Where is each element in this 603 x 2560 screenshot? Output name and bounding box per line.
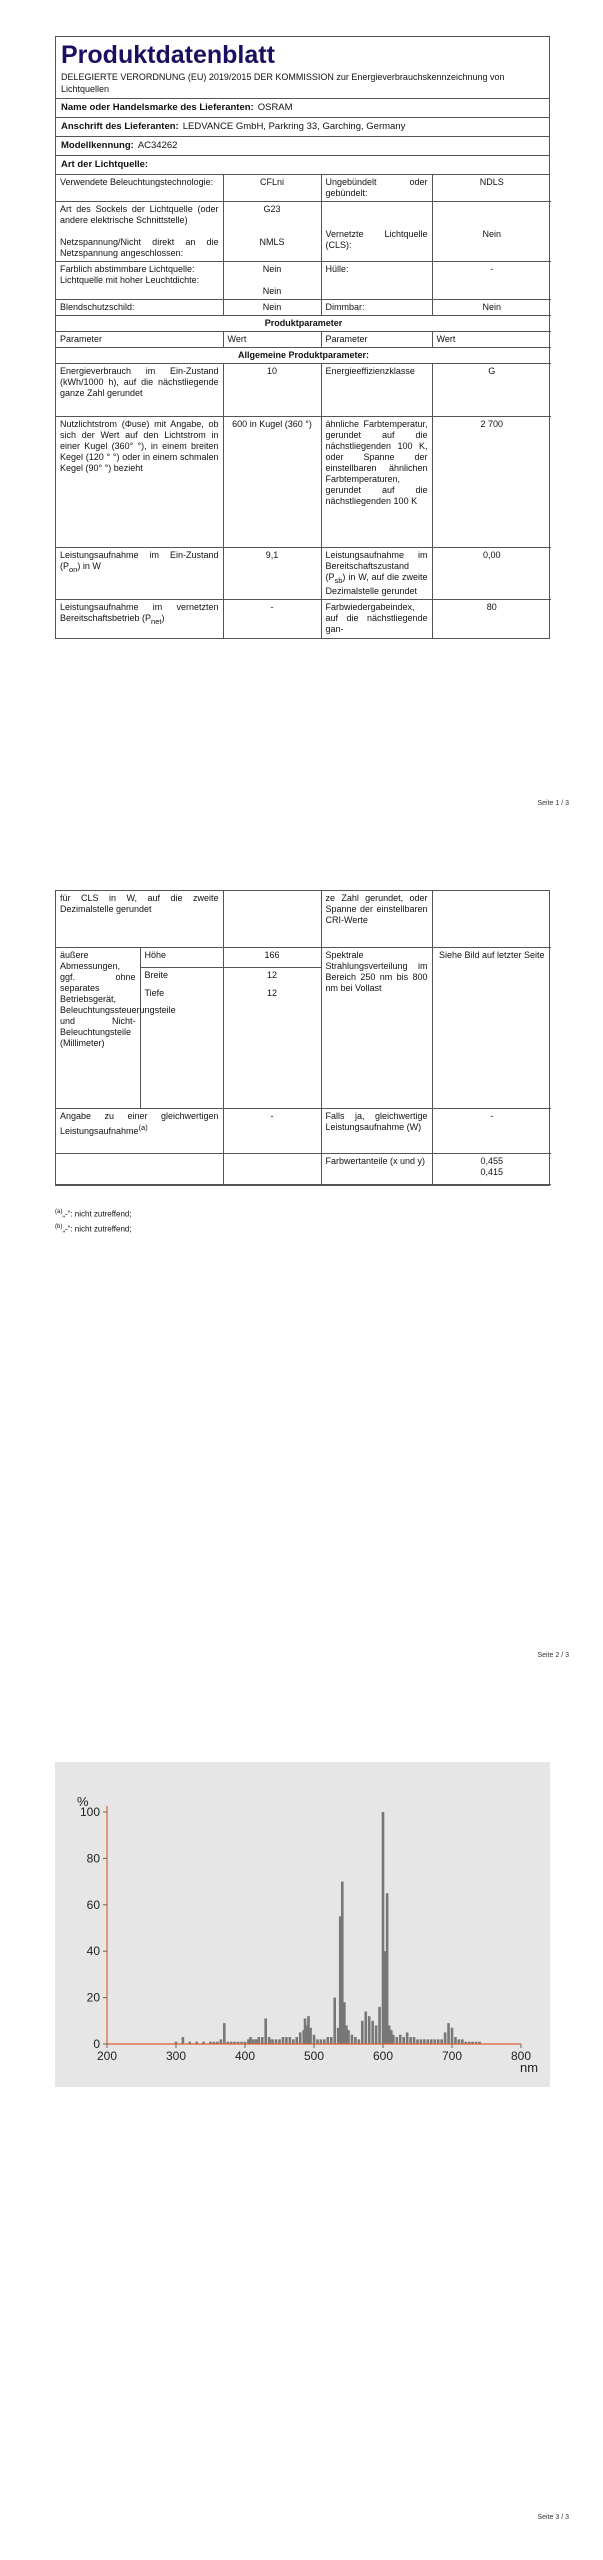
spectrum-bar — [351, 2035, 354, 2044]
equivalent-power-w-value: - — [432, 1109, 551, 1154]
spectrum-bar — [269, 2039, 272, 2044]
spectrum-bar — [416, 2039, 419, 2044]
model-value: AC34262 — [137, 140, 178, 151]
title-block — [56, 37, 549, 99]
param-value: G — [432, 364, 551, 417]
socket-label: Art des Sockels der Lichtquelle (oder andere elektrische Schnittstelle) — [60, 204, 219, 225]
table-row — [56, 364, 551, 417]
spectrum-bar — [396, 2037, 399, 2044]
spectrum-bar — [433, 2039, 436, 2044]
spectrum-bar — [258, 2037, 261, 2044]
spectrum-bar — [430, 2039, 433, 2044]
spectrum-bar — [399, 2035, 402, 2044]
on-power-label: Leistungsaufnahme im Ein-Zustand (P — [60, 550, 219, 571]
datasheet-frame-continued — [55, 890, 550, 1186]
general-params-heading: Allgemeine Produktparameter: — [56, 348, 551, 364]
param-label: Ungebündelt oder gebündelt: — [321, 175, 432, 202]
spectrum-bar — [223, 2023, 226, 2044]
spectrum-bar — [364, 2012, 367, 2044]
param-value: CFLni — [223, 175, 321, 202]
spectrum-bar — [316, 2039, 319, 2044]
spectrum-bar — [458, 2039, 461, 2044]
page-2 — [0, 840, 603, 1696]
net-standby-tail: ) — [161, 612, 165, 623]
table-row — [56, 548, 551, 600]
supplier-label: Name oder Handelsmarke des Lieferanten: — [61, 102, 254, 113]
chart-axes — [107, 1806, 521, 2044]
standby-label: Leistungsaufnahme im Bereitschaftszustand (P — [325, 550, 428, 582]
param-value: 2 700 — [432, 417, 551, 548]
col-header-value: Wert — [223, 332, 321, 348]
spectrum-bar — [330, 2037, 333, 2044]
table-row — [56, 348, 551, 364]
dim-name: Höhe — [140, 948, 223, 968]
y-tick-label: 80 — [86, 1851, 100, 1866]
col-header-param: Parameter — [321, 332, 432, 348]
spectrum-bar — [358, 2039, 361, 2044]
equivalent-power-label — [56, 1109, 223, 1154]
type-table — [56, 175, 551, 638]
table-row — [56, 300, 551, 316]
chromaticity-y: 0,415 — [480, 1167, 504, 1177]
param-value: - — [223, 599, 321, 638]
spectrum-bar — [375, 2025, 378, 2044]
spectrum-bar — [392, 2035, 395, 2044]
footnote-a — [55, 1206, 132, 1221]
spectrum-bar — [420, 2039, 423, 2044]
param-value — [432, 891, 551, 948]
spectrum-bar — [220, 2039, 223, 2044]
table-row — [56, 175, 551, 202]
spectrum-bar — [182, 2037, 185, 2044]
high-luminance-label: Lichtquelle mit hoher Leuchtdichte: — [60, 275, 200, 285]
spectrum-bar — [255, 2039, 258, 2044]
x-tick-label: 200 — [96, 2049, 118, 2063]
mains-value: NMLS — [259, 237, 285, 247]
spectrum-bar — [354, 2037, 357, 2044]
chromaticity-value — [432, 1154, 551, 1185]
param-label: Verwendete Beleuchtungstechnologie: — [56, 175, 223, 202]
col-header-value: Wert — [432, 332, 551, 348]
light-source-type-label: Art der Lichtquelle: — [61, 159, 149, 170]
empty-cell — [56, 1154, 223, 1185]
supplier-value: OSRAM — [257, 102, 293, 113]
spectrum-bar — [249, 2037, 252, 2044]
equivalent-power-w-label: Falls ja, gleichwertige Leistungsaufnahme (W) — [321, 1109, 432, 1154]
param-label — [56, 262, 223, 300]
param-label — [56, 548, 223, 600]
spectrum-bar — [386, 1893, 389, 2044]
spectrum-bar — [427, 2039, 430, 2044]
spectrum-bar — [406, 2032, 409, 2044]
socket-value: G23 — [263, 204, 281, 214]
regulation-subtitle: DELEGIERTE VERORDNUNG (EU) 2019/2015 DER KOMMISSION zur Energieverbrauchskennzeichnung von Lichtquellen — [61, 72, 505, 94]
page-number: Seite 3 / 3 — [537, 2514, 569, 2521]
param-value: 600 in Kugel (360 °) — [223, 417, 321, 548]
spectrum-bar — [451, 2028, 454, 2044]
table-row — [56, 1154, 551, 1185]
param-label: für CLS in W, auf die zweite Dezimalstelle gerundet — [56, 891, 223, 948]
dim-name: Tiefe — [140, 986, 223, 1109]
spectrum-bar — [261, 2037, 264, 2044]
y-tick-label: 100 — [79, 1805, 100, 1819]
address-row — [56, 118, 549, 137]
spectrum-bar — [423, 2039, 426, 2044]
x-tick-label: 800 — [510, 2049, 532, 2063]
y-tick-label: 60 — [86, 1897, 100, 1912]
param-value — [223, 891, 321, 948]
spectrum-bar — [299, 2032, 302, 2044]
spectrum-bar — [285, 2037, 288, 2044]
footnotes — [55, 1206, 132, 1235]
equivalent-power-value: - — [223, 1109, 321, 1154]
dim-value: 166 — [223, 948, 321, 968]
standby-sub: sb — [334, 575, 343, 585]
param-value: 0,00 — [432, 548, 551, 600]
spectral-chart — [55, 1762, 550, 2087]
model-label: Modellkennung: — [61, 140, 134, 151]
spectrum-bar — [447, 2023, 450, 2044]
param-label: Hülle: — [321, 262, 432, 300]
table-row — [56, 948, 551, 968]
equivalent-power-text: Angabe zu einer gleichwertigen Leistungsaufnahme — [60, 1111, 219, 1136]
footnote-b — [55, 1221, 132, 1236]
table-row — [56, 202, 551, 262]
spectrum-bar — [313, 2035, 316, 2044]
on-power-tail: ) in W — [77, 561, 101, 571]
high-luminance-value: Nein — [262, 286, 282, 296]
table-row — [56, 891, 551, 948]
spectrum-bar — [327, 2037, 330, 2044]
param-label: Blendschutzschild: — [56, 300, 223, 316]
param-label: Farbwiedergabeindex, auf die nächstliegende gan- — [321, 599, 432, 638]
param-label: Nutzlichtstrom (Φuse) mit Angabe, ob sich der Wert auf den Lichtstrom in einer Kugel (360° °), in einem breiten Kegel (120 ° °) oder in einem schmalen Kegel (90° °) bezieht — [56, 417, 223, 548]
model-row — [56, 137, 549, 156]
spectral-label: Spektrale Strahlungsverteilung im Bereich 250 nm bis 800 nm bei Vollast — [321, 948, 432, 1109]
chromaticity-x: 0,455 — [480, 1156, 504, 1166]
y-axis-label: % — [77, 1794, 89, 1809]
net-standby-sub: net — [151, 616, 162, 626]
footnote-mark: (a) — [55, 1209, 63, 1215]
spectral-chart-svg — [55, 1762, 550, 2087]
x-tick-label: 600 — [372, 2049, 394, 2063]
page-3 — [0, 1696, 603, 2560]
param-value: 9,1 — [223, 548, 321, 600]
table-row — [56, 417, 551, 548]
page-number: Seite 2 / 3 — [537, 1652, 569, 1659]
spectrum-bar — [444, 2032, 447, 2044]
spectrum-bar — [371, 2021, 374, 2044]
spectrum-bar — [413, 2037, 416, 2044]
spectrum-bar — [252, 2039, 255, 2044]
spectrum-bar — [437, 2039, 440, 2044]
y-tick-label: 0 — [93, 2037, 100, 2051]
y-tick-label: 20 — [86, 1990, 100, 2005]
on-power-sub: on — [69, 564, 78, 574]
dim-value: 12 — [223, 967, 321, 986]
tunable-label: Farblich abstimmbare Lichtquelle: — [60, 264, 195, 274]
spectrum-bar — [292, 2039, 295, 2044]
param-label: Dimmbar: — [321, 300, 432, 316]
spectrum-bar — [275, 2039, 278, 2044]
spectrum-bar — [295, 2037, 298, 2044]
param-value: - — [432, 262, 551, 300]
spectrum-bar — [368, 2016, 371, 2044]
param-value — [223, 262, 321, 300]
x-tick-label: 500 — [303, 2049, 325, 2063]
tunable-value: Nein — [262, 264, 282, 274]
param-label — [321, 548, 432, 600]
product-params-heading: Produktparameter — [56, 316, 551, 332]
table-row — [56, 1109, 551, 1154]
x-tick-label: 400 — [234, 2049, 256, 2063]
table-row — [56, 332, 551, 348]
spectrum-bar — [309, 2028, 312, 2044]
param-label: ze Zahl gerundet, oder Spanne der einstellbaren CRI-Werte — [321, 891, 432, 948]
param-label: Energieverbrauch im Ein-Zustand (kWh/1000 h), auf die nächstliegende ganze Zahl gerundet — [56, 364, 223, 417]
param-label: ähnliche Farbtemperatur, gerundet auf die nächstliegenden 100 K, oder Spanne der einstellbaren ähnlichen Farbtemperaturen, gerundet auf die nächstliegenden 100 K — [321, 417, 432, 548]
footnote-ref-a: (a) — [138, 1123, 148, 1132]
col-header-param: Parameter — [56, 332, 223, 348]
x-axis-label: nm — [519, 2060, 539, 2075]
spectrum-bar — [454, 2037, 457, 2044]
spectral-value: Siehe Bild auf letzter Seite — [432, 948, 551, 1109]
param-value: 10 — [223, 364, 321, 417]
address-label: Anschrift des Lieferanten: — [61, 121, 179, 132]
footnote-mark: (b) — [55, 1223, 63, 1230]
supplier-row — [56, 99, 549, 118]
mains-label: Netzspannung/Nicht direkt an die Netzspannung angeschlossen: — [60, 237, 219, 258]
x-tick-label: 700 — [441, 2049, 463, 2063]
footnote-text: „-“: nicht zutreffend; — [62, 1224, 132, 1234]
spectrum-bar — [378, 2007, 381, 2044]
empty-cell — [223, 1154, 321, 1185]
spectrum-bar — [402, 2037, 405, 2044]
param-label: Energieeffizienzklasse — [321, 364, 432, 417]
datasheet-frame — [55, 36, 550, 639]
page-title: Produktdatenblatt — [61, 41, 275, 69]
spectrum-bar — [271, 2039, 274, 2044]
spectrum-bar — [361, 2021, 364, 2044]
net-standby-label: Leistungsaufnahme im vernetzten Bereitschaftsbetrieb (P — [60, 601, 219, 623]
standby-tail: ) in W, auf die zweite Dezimalstelle gerundet — [325, 572, 428, 596]
table-row — [56, 599, 551, 638]
param-value: Nein — [223, 300, 321, 316]
params-table-continued — [56, 891, 551, 1185]
spectrum-bar — [323, 2039, 326, 2044]
dim-value: 12 — [223, 986, 321, 1109]
y-tick-label: 40 — [86, 1944, 100, 1959]
light-source-type-row — [56, 156, 549, 175]
dim-name: Breite — [140, 967, 223, 986]
page-1 — [0, 0, 603, 840]
spectrum-bar — [347, 2030, 350, 2044]
address-value: LEDVANCE GmbH, Parkring 33, Garching, Germany — [182, 121, 406, 132]
param-value: Nein — [432, 202, 551, 262]
chart-bars — [175, 1812, 481, 2044]
spectrum-bar — [320, 2039, 323, 2044]
table-row — [56, 316, 551, 332]
dimensions-label: äußere Abmessungen, ggf. ohne separates Betriebsgerät, Beleuchtungssteuerungsteile und Nicht-Beleuchtungsteile (Millimeter) — [56, 948, 140, 1109]
spectrum-bar — [440, 2039, 443, 2044]
param-value: NDLS — [432, 175, 551, 202]
spectrum-bar — [461, 2039, 464, 2044]
table-row — [56, 262, 551, 300]
chromaticity-label: Farbwertanteile (x und y) — [321, 1154, 432, 1185]
spectrum-bar — [289, 2037, 292, 2044]
param-value: Nein — [432, 300, 551, 316]
param-value: 80 — [432, 599, 551, 638]
spectrum-bar — [409, 2037, 412, 2044]
spectrum-bar — [278, 2039, 281, 2044]
x-tick-label: 300 — [165, 2049, 187, 2063]
spectrum-bar — [264, 2018, 267, 2044]
page-number: Seite 1 / 3 — [537, 800, 569, 807]
param-label — [56, 202, 223, 262]
footnote-text: „-“: nicht zutreffend; — [62, 1209, 132, 1219]
param-value — [223, 202, 321, 262]
spectrum-bar — [282, 2037, 285, 2044]
param-label — [56, 599, 223, 638]
spectrum-bar — [333, 1998, 336, 2044]
param-label: Vernetzte Lichtquelle (CLS): — [321, 202, 432, 262]
